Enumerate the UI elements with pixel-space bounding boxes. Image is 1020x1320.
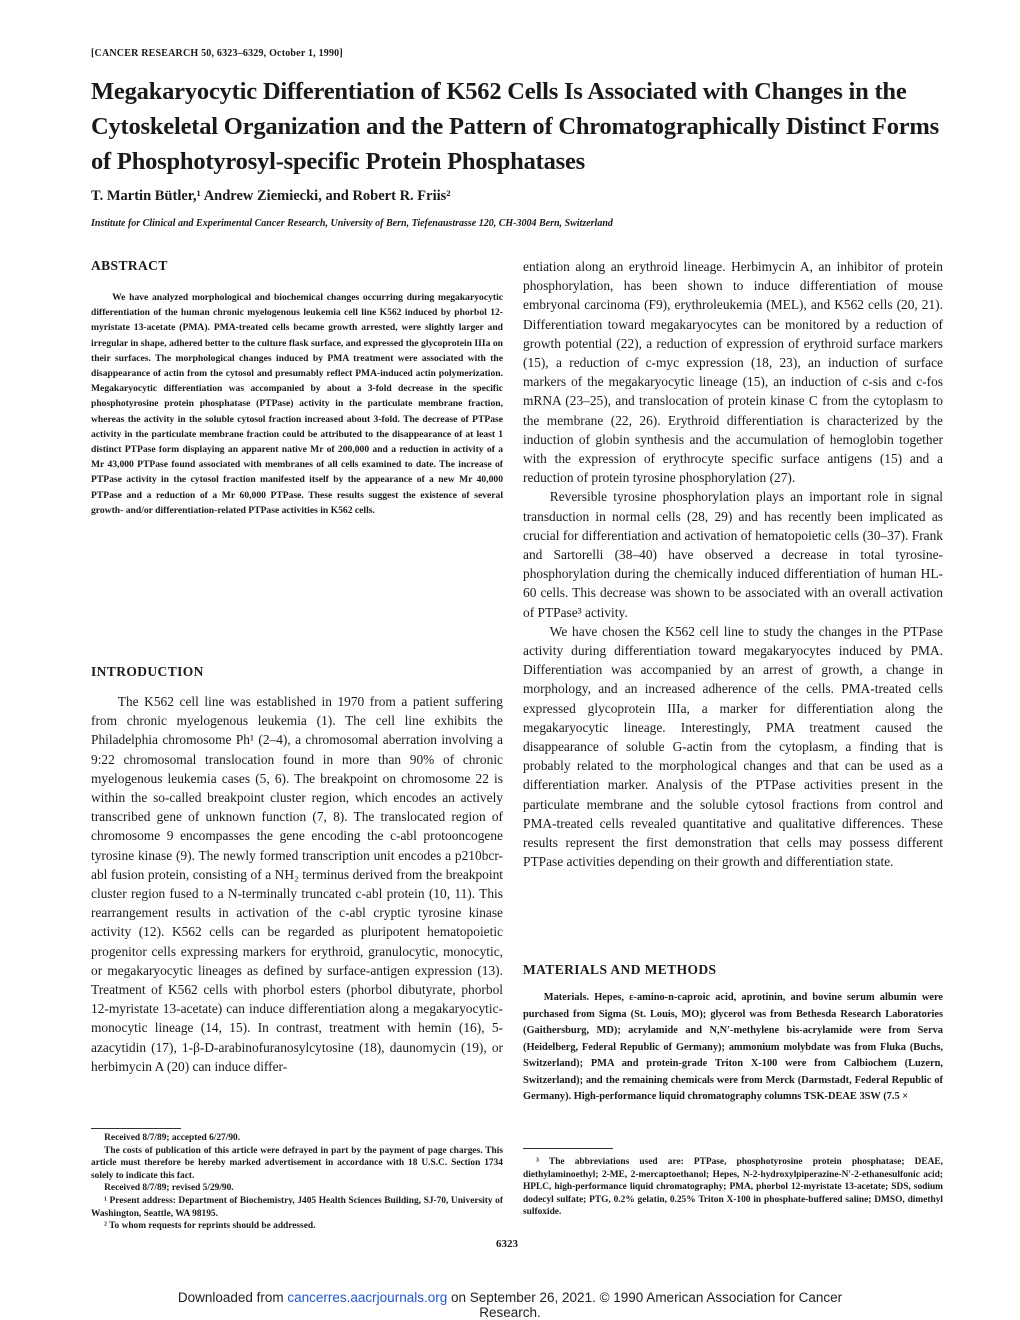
introduction-paragraph: We have chosen the K562 cell line to study the changes in the PTPase activity during differentiation toward megakaryocytes induced by PMA. Differentiation was accompanied by an arrest of growth, a change in morphology, and an increased adherence of the cells. PMA-treated cells expressed glycoprotein IIIa, a marker for differentiation along the megakaryocytic lineage. Interestingly, PMA treatment caused the disappearance of soluble G-actin from the cytoplasm, a finding that is probably related to the morphological changes and that can be used as a differentiation marker. Analysis of the PTPase activities present in the particulate membrane and the soluble cytosol fractions from control and PMA-treated cells revealed quantitative and qualitative differences. These results represent the first demonstration that cells may possess different PTPase activities depending on their growth and differentiation state. bbox=[523, 623, 943, 870]
abstract-paragraph: We have analyzed morphological and biochemical changes occurring during megakaryocytic differentiation of the human chronic myelogenous leukemia cell line K562 induced by phorbol 12-myristate 13-acetate (PMA). PMA-treated cells became growth arrested, were slightly larger and irregular in shape, adhered better to the culture flask surface, and expressed the glycoprotein IIIa on their surfaces. The morphological changes induced by PMA treatment were associated with the disappearance of actin from the cytosol and presumably reflect PMA-induced actin polymerization. Megakaryocytic differentiation was accompanied by about a 3-fold decrease in the specific phosphotyrosine protein phosphatase (PTPase) activity in the particulate membrane fraction, whereas the activity in the soluble cytosol fraction increased about 3-fold. The decrease of PTPase activity in the particulate membrane fraction could be attributed to the disappearance of at least 1 distinct PTPase form displaying an apparent native Mr of 200,000 and a reduction in activity of a Mr 43,000 PTPase found associated with membranes of all cells examined to date. The increase of PTPase activity in the cytosol fraction manifested itself by the appearance of a new Mr 40,000 PTPase and a reduction of a Mr 60,000 PTPase. These results suggest the existence of several growth- and/or differentiation-related PTPase activities in K562 cells. bbox=[91, 292, 503, 516]
methods-text: Hepes, ε-amino-n-caproic acid, aprotinin, and bovine serum albumin were purchased from Sigma (St. Louis, MO); glycerol was from Bethesda Research Laboratories (Gaithersburg, MD); acrylamide and N,N′-methylene bis-acrylamide were from Serva (Heidelberg, Federal Republic of Germany); ammonium molybdate was from Fluka (Buchs, Switzerland); PMA and protein-grade Triton X-100 were from Calbiochem (Luzern, Switzerland); and the remaining chemicals were from Merck (Darmstadt, Federal Republic of Germany). High-performance liquid chromatography columns TSK-DEAE 3SW (7.5 × bbox=[523, 992, 943, 1102]
footnote: The costs of publication of this article were defrayed in part by the payment of page charges. This article must therefore be hereby marked advertisement in accordance with 18 U.S.C. Section 1734 solely to indicate this fact. bbox=[91, 1145, 503, 1181]
footnote-divider bbox=[523, 1148, 613, 1149]
footnote: ¹ Present address: Department of Biochemistry, J405 Health Sciences Building, SJ-70, University of Washington, Seattle, WA 98195. bbox=[91, 1195, 503, 1219]
introduction-heading: INTRODUCTION bbox=[91, 664, 204, 679]
methods-heading: MATERIALS AND METHODS bbox=[523, 962, 717, 977]
footnote-divider bbox=[91, 1128, 181, 1129]
introduction-right-column bbox=[523, 257, 943, 872]
footnote: Received 8/7/89; revised 5/29/90. bbox=[104, 1183, 234, 1194]
page-number: 6323 bbox=[496, 1238, 518, 1250]
methods-body bbox=[523, 990, 943, 1106]
footnotes-right bbox=[523, 1156, 943, 1219]
download-suffix: on September 26, 2021. © 1990 American Association for Cancer bbox=[447, 1290, 843, 1305]
methods-subheading: Materials. bbox=[543, 992, 590, 1003]
introduction-paragraph: entiation along an erythroid lineage. Herbimycin A, an inhibitor of protein phosphorylation, has been shown to induce differentiation of mouse embryonal carcinoma (F9), erythroleukemia (MEL), and K562 cells (20, 21). Differentiation toward megakaryocytes can be monitored by a reduction of growth potential (22), a reduction of expression of erythroid surface markers (15), a reduction of c-myc expression (18, 23), an induction of surface markers of the megakaryocytic lineage (15), an induction of c-sis and c-fos mRNA (23–25), and translocation of protein kinase C from the cytoplasm to the membrane (22, 26). Erythroid differentiation is characterized by the induction of globin synthesis and the accumulation of hemoglobin together with the expression of erythrocyte specific surface antigens (15) and a reduction of protein tyrosine phosphorylation (27). bbox=[523, 259, 943, 486]
footnote: ² To whom requests for reprints should be addressed. bbox=[104, 1221, 316, 1232]
download-prefix: Downloaded from bbox=[177, 1290, 288, 1305]
article-title: Megakaryocytic Differentiation of K562 Cells Is Associated with Changes in the Cytoskeletal Organization and the Pattern of Chromatographically Distinct Forms of Phosphotyrosyl-specific Protein Phosphatases bbox=[91, 78, 939, 175]
methods-paragraph bbox=[523, 990, 943, 1106]
journal-site-link[interactable]: cancerres.aacrjournals.org bbox=[287, 1290, 448, 1305]
download-line2: Research. bbox=[479, 1305, 541, 1320]
introduction-paragraph: The K562 cell line was established in 1970 from a patient suffering from chronic myelogenous leukemia (1). The cell line exhibits the Philadelphia chromosome Ph¹ (2–4), a chromosomal aberration involving a 9:22 chromosomal translocation found in more than 90% of chronic myelogenous leukemia cases (5, 6). The breakpoint on chromosome 22 is within the so-called breakpoint cluster region, which encodes an actively transcribed gene of unknown function (7, 8). The translocated region of chromosome 9 encompasses the gene encoding the c-abl protooncogene tyrosine kinase (9). The newly formed transcription unit encodes a p210bcr-abl fusion protein, consisting of a NH₂ terminus derived from the breakpoint cluster region fused to a N-terminally truncated c-abl protein (10, 11). This rearrangement results in activation of the c-abl cryptic tyrosine kinase activity (12). K562 cells can be regarded as pluripotent hematopoietic progenitor cells expressing markers for erythroid, granulocytic, monocytic, or megakaryocytic lineages as defined by surface-antigen expression (13). Treatment of K562 cells with phorbol esters (phorbol dibutyrate, phorbol 12-myristate 13-acetate) can induce differentiation along a megakaryocytic-monocytic lineage (14, 15). In contrast, treatment with hemin (16), 5-azacytidin (17), 1-β-D-arabinofuranosylcytosine (18), daunomycin (19), or herbimycin A (20) can induce differ- bbox=[91, 694, 503, 1074]
introduction-left-column bbox=[91, 692, 503, 1076]
introduction-paragraph: Reversible tyrosine phosphorylation plays an important role in signal transduction in normal cells (28, 29) and has recently been implicated as crucial for differentiation and activation of hematopoietic cells (30–37). Frank and Sartorelli (38–40) have observed a decrease in total tyrosine-phosphorylation during the chemically induced differentiation of human HL-60 cells. This decrease was shown to be associated with an overall activation of PTPase³ activity. bbox=[523, 489, 943, 620]
footnote: Received 8/7/89; accepted 6/27/90. bbox=[104, 1133, 241, 1143]
abstract-heading: ABSTRACT bbox=[91, 258, 168, 273]
footnotes-left bbox=[91, 1132, 503, 1233]
author-list: T. Martin Bütler,¹ Andrew Ziemiecki, and Robert R. Friis² bbox=[91, 188, 451, 204]
abstract-body bbox=[91, 290, 503, 518]
download-notice bbox=[0, 1290, 1020, 1320]
footnote: ³ The abbreviations used are: PTPase, phosphotyrosine protein phosphatase; DEAE, diethylaminoethyl; 2-ME, 2-mercaptoethanol; Hepes, N-2-hydroxylpiperazine-N′-2-ethanesulfonic acid; HPLC, high-performance liquid chromatography; PMA, phorbol 12-myristate 13-acetate; SDS, sodium dodecyl sulfate; PTG, 0.2% gelatin, 0.25% Triton X-100 in phosphate-buffered saline; DMSO, dimethyl sulfoxide. bbox=[523, 1157, 943, 1218]
journal-reference: [CANCER RESEARCH 50, 6323–6329, October 1, 1990] bbox=[91, 48, 343, 59]
affiliation: Institute for Clinical and Experimental Cancer Research, University of Bern, Tiefenaustrasse 120, CH-3004 Bern, Switzerland bbox=[91, 218, 613, 229]
